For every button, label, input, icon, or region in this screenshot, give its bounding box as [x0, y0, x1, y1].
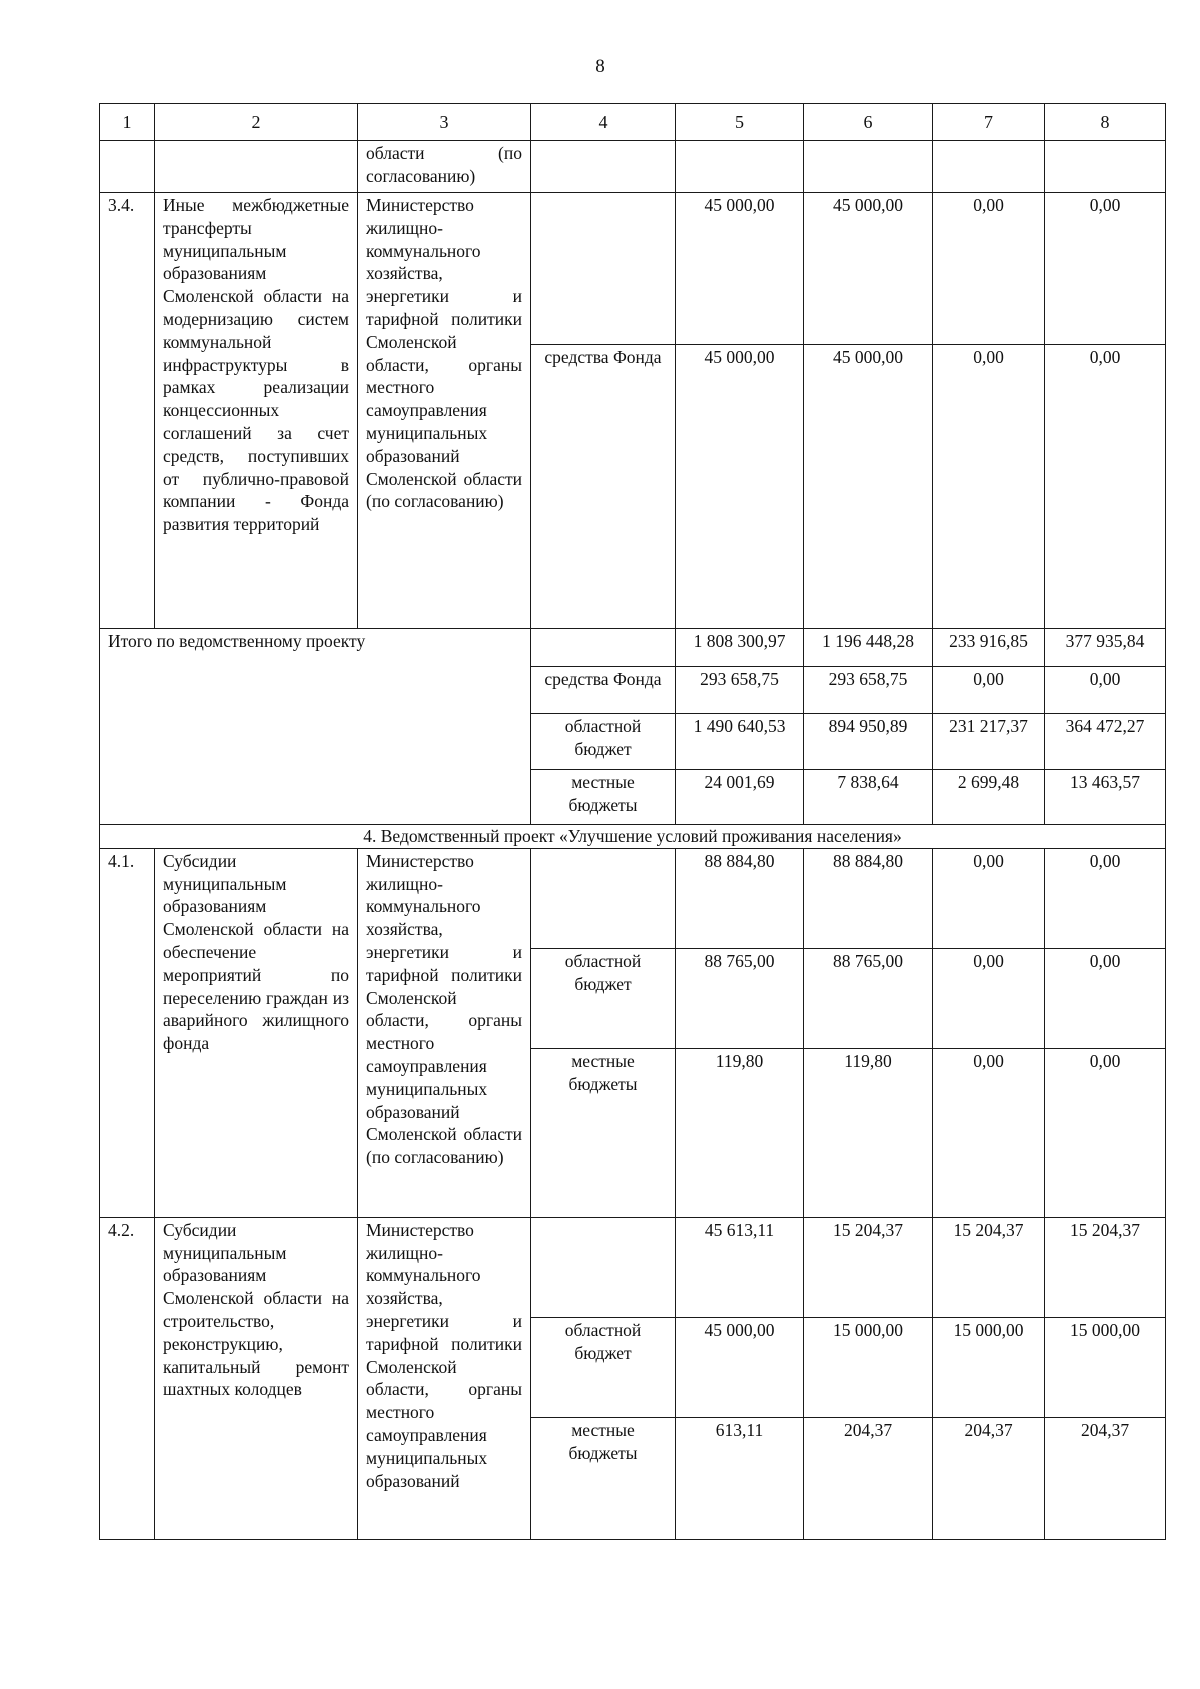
funding-source [531, 629, 676, 667]
value-year-2: 233 916,85 [933, 629, 1045, 667]
table-row [100, 848, 1166, 948]
value-cell [676, 141, 804, 193]
value-total: 1 490 640,53 [676, 714, 804, 770]
budget-table [99, 103, 1166, 1540]
value-year-2: 15 000,00 [933, 1317, 1045, 1417]
funding-source [531, 848, 676, 948]
value-cell [933, 141, 1045, 193]
value-year-1: 15 000,00 [804, 1317, 933, 1417]
total-row [100, 629, 1166, 667]
value-year-1: 119,80 [804, 1048, 933, 1217]
index-cell [100, 141, 155, 193]
total-label: Итого по ведомственному проекту [100, 629, 531, 825]
executor-cell: Министерство жилищно-коммунального хозяйства, энергетики и тарифной политики Смоленской области, органы местного самоуправления муниципальных образований [358, 1217, 531, 1539]
value-year-1: 894 950,89 [804, 714, 933, 770]
value-year-3: 0,00 [1045, 193, 1166, 345]
value-year-2: 2 699,48 [933, 770, 1045, 825]
value-year-1: 1 196 448,28 [804, 629, 933, 667]
value-year-1: 45 000,00 [804, 345, 933, 629]
table-row [100, 1217, 1166, 1317]
value-year-3: 13 463,57 [1045, 770, 1166, 825]
name-cell [155, 141, 358, 193]
table-row [100, 141, 1166, 193]
value-year-2: 0,00 [933, 1048, 1045, 1217]
value-cell [804, 141, 933, 193]
value-year-3: 204,37 [1045, 1417, 1166, 1539]
value-year-3: 364 472,27 [1045, 714, 1166, 770]
funding-source [531, 1217, 676, 1317]
measure-name: Иные межбюджетные трансферты муниципальным образованиям Смоленской области на модернизацию систем коммунальной инфраструктуры в рамках реализации концессионных соглашений за счет средств, поступивших от публично-правовой компании - Фонда развития территорий [155, 193, 358, 629]
value-year-2: 0,00 [933, 848, 1045, 948]
page-number: 8 [595, 56, 605, 77]
value-year-3: 15 000,00 [1045, 1317, 1166, 1417]
column-header: 8 [1045, 104, 1166, 141]
column-header: 2 [155, 104, 358, 141]
section-row [100, 825, 1166, 849]
funding-source: местные бюджеты [531, 1048, 676, 1217]
value-total: 119,80 [676, 1048, 804, 1217]
funding-source: средства Фонда [531, 667, 676, 714]
value-total: 1 808 300,97 [676, 629, 804, 667]
value-total: 88 884,80 [676, 848, 804, 948]
row-index: 4.1. [100, 848, 155, 1217]
measure-name: Субсидии муниципальным образованиям Смоленской области на строительство, реконструкцию, капитальный ремонт шахтных колодцев [155, 1217, 358, 1539]
value-year-1: 293 658,75 [804, 667, 933, 714]
executor-cell: Министерство жилищно-коммунального хозяйства, энергетики и тарифной политики Смоленской области, органы местного самоуправления муниципальных образований Смоленской области (по согласованию) [358, 193, 531, 629]
value-year-2: 15 204,37 [933, 1217, 1045, 1317]
value-year-3: 0,00 [1045, 948, 1166, 1048]
value-total: 24 001,69 [676, 770, 804, 825]
funding-source [531, 193, 676, 345]
table-row [100, 193, 1166, 345]
column-header: 1 [100, 104, 155, 141]
value-year-1: 88 884,80 [804, 848, 933, 948]
value-year-1: 45 000,00 [804, 193, 933, 345]
funding-source: областной бюджет [531, 1317, 676, 1417]
value-cell [1045, 141, 1166, 193]
funding-source: средства Фонда [531, 345, 676, 629]
value-total: 45 000,00 [676, 193, 804, 345]
value-year-2: 204,37 [933, 1417, 1045, 1539]
value-total: 88 765,00 [676, 948, 804, 1048]
value-year-3: 15 204,37 [1045, 1217, 1166, 1317]
value-year-2: 0,00 [933, 667, 1045, 714]
value-total: 293 658,75 [676, 667, 804, 714]
value-year-3: 0,00 [1045, 345, 1166, 629]
value-year-3: 0,00 [1045, 667, 1166, 714]
value-year-3: 377 935,84 [1045, 629, 1166, 667]
column-header: 3 [358, 104, 531, 141]
value-total: 613,11 [676, 1417, 804, 1539]
measure-name: Субсидии муниципальным образованиям Смоленской области на обеспечение мероприятий по переселению граждан из аварийного жилищного фонда [155, 848, 358, 1217]
value-year-2: 0,00 [933, 345, 1045, 629]
value-total: 45 613,11 [676, 1217, 804, 1317]
column-header: 4 [531, 104, 676, 141]
source-cell [531, 141, 676, 193]
value-year-2: 231 217,37 [933, 714, 1045, 770]
executor-cell: области (по согласованию) [358, 141, 531, 193]
value-year-1: 88 765,00 [804, 948, 933, 1048]
column-header: 5 [676, 104, 804, 141]
value-total: 45 000,00 [676, 1317, 804, 1417]
funding-source: областной бюджет [531, 714, 676, 770]
value-total: 45 000,00 [676, 345, 804, 629]
executor-cell: Министерство жилищно-коммунального хозяйства, энергетики и тарифной политики Смоленской области, органы местного самоуправления муниципальных образований Смоленской области (по согласованию) [358, 848, 531, 1217]
value-year-3: 0,00 [1045, 848, 1166, 948]
value-year-2: 0,00 [933, 193, 1045, 345]
value-year-2: 0,00 [933, 948, 1045, 1048]
value-year-1: 15 204,37 [804, 1217, 933, 1317]
header-row [100, 104, 1166, 141]
row-index: 4.2. [100, 1217, 155, 1539]
funding-source: местные бюджеты [531, 1417, 676, 1539]
section-title: 4. Ведомственный проект «Улучшение условий проживания населения» [100, 825, 1166, 849]
value-year-1: 7 838,64 [804, 770, 933, 825]
funding-source: местные бюджеты [531, 770, 676, 825]
value-year-1: 204,37 [804, 1417, 933, 1539]
row-index: 3.4. [100, 193, 155, 629]
funding-source: областной бюджет [531, 948, 676, 1048]
column-header: 7 [933, 104, 1045, 141]
value-year-3: 0,00 [1045, 1048, 1166, 1217]
column-header: 6 [804, 104, 933, 141]
